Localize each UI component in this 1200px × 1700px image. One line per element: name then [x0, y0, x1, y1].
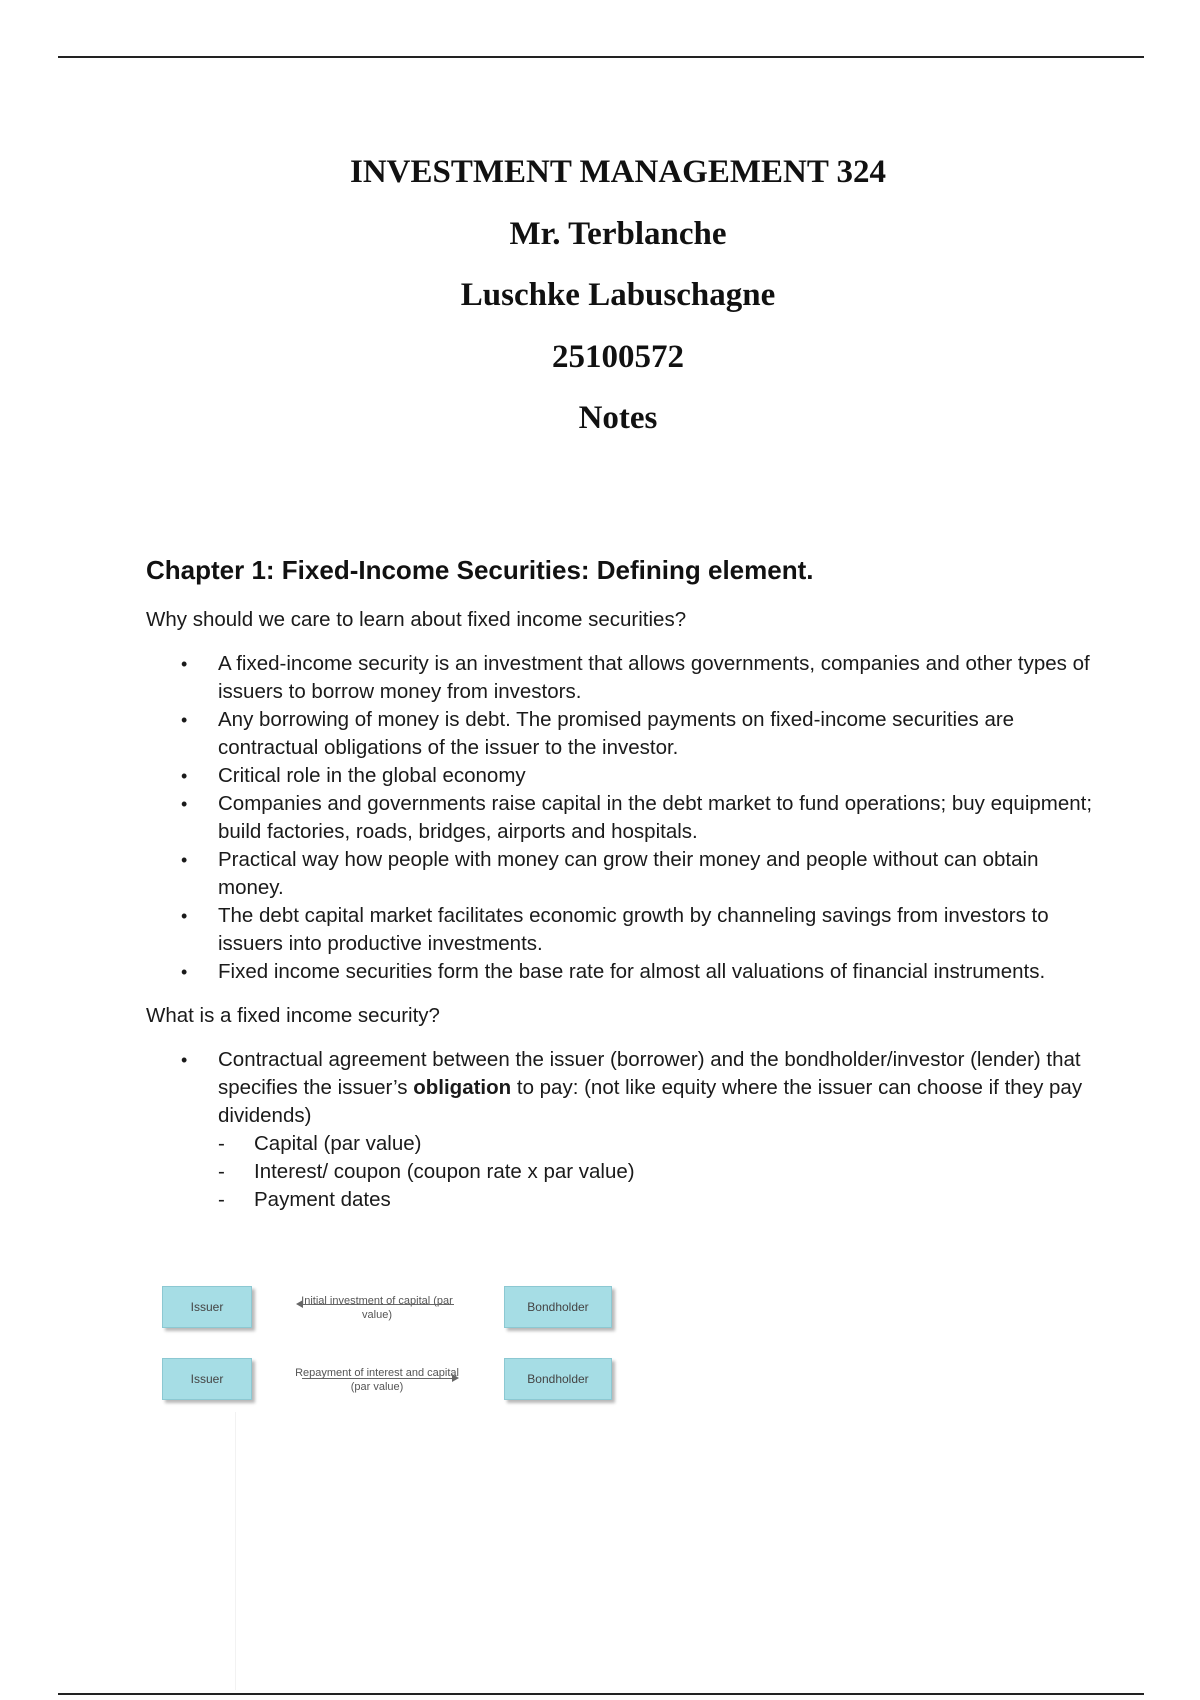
issuer-box: Issuer	[162, 1286, 252, 1328]
list-item: • Practical way how people with money can grow their money and people without can obtain money.	[181, 848, 1039, 899]
definition-text-end: to pay: (not like equity where the issuer can choose if they pay dividends)	[218, 1076, 1083, 1127]
payment-components-list	[218, 1130, 1096, 1214]
list-item: • Fixed income securities form the base rate for almost all valuations of financial instruments.	[146, 958, 1096, 986]
list-item: • Companies and governments raise capital in the debt market to fund operations; buy equipment; build factories, roads, bridges, airports and hospitals.	[181, 792, 1093, 843]
dash-icon: -	[218, 1188, 225, 1211]
cashflow-diagram	[162, 1282, 622, 1412]
bondholder-box: Bondholder	[504, 1358, 612, 1400]
bullet-icon: •	[181, 850, 188, 870]
chapter-heading: Chapter 1: Fixed-Income Securities: Defining element.	[146, 555, 814, 585]
list-item: • A fixed-income security is an investment that allows governments, companies and other types of issuers to borrow money from investors.	[181, 652, 1090, 703]
sub-list-item: - Interest/ coupon (coupon rate x par value)	[218, 1158, 1096, 1186]
list-item: • The debt capital market facilitates economic growth by channeling savings from investors to issuers into productive investments.	[181, 904, 1049, 955]
faint-guide-line	[235, 1412, 236, 1690]
arrow-left-icon	[296, 1300, 303, 1308]
arrow-left-line	[302, 1304, 454, 1305]
bullet-icon: •	[181, 794, 188, 814]
document-body	[146, 548, 1096, 1230]
student-number: 25100572	[552, 338, 684, 375]
title-block	[0, 142, 1200, 450]
top-rule	[58, 56, 1144, 58]
question-why-care: Why should we care to learn about fixed income securities?	[146, 608, 687, 631]
bullet-icon: •	[181, 710, 188, 730]
sub-list-item: - Payment dates	[218, 1186, 1096, 1214]
definition-text-start: Contractual agreement between the issuer (borrower) and the bondholder/investor (lender) that specifies the issuer’s	[218, 1048, 1081, 1099]
student-name: Luschke Labuschagne	[460, 277, 776, 313]
what-is-list	[146, 1046, 1096, 1214]
sub-list-item: - Capital (par value)	[218, 1130, 1096, 1158]
definition-bold-term: obligation	[413, 1076, 512, 1099]
diagram-label-initial-investment: Initial investment of capital (par value)	[301, 1295, 453, 1321]
bullet-icon: •	[181, 962, 188, 982]
diagram-label-repayment: Repayment of interest and capital (par value)	[295, 1367, 459, 1393]
bullet-icon: •	[181, 654, 188, 674]
lecturer-name: Mr. Terblanche	[509, 215, 727, 252]
question-what-is: What is a fixed income security?	[146, 1004, 440, 1027]
list-item: • Critical role in the global economy	[146, 762, 1096, 790]
arrow-right-line	[302, 1378, 452, 1379]
bondholder-box: Bondholder	[504, 1286, 612, 1328]
document-type: Notes	[578, 400, 658, 436]
bullet-icon: •	[181, 766, 188, 786]
bottom-rule	[58, 1693, 1144, 1695]
list-item: • Any borrowing of money is debt. The promised payments on fixed-income securities are contractual obligations of the issuer to the investor.	[181, 708, 1015, 759]
course-title: INVESTMENT MANAGEMENT 324	[349, 154, 886, 190]
list-item	[146, 1046, 1096, 1214]
dash-icon: -	[218, 1132, 225, 1155]
bullet-icon: •	[181, 1050, 188, 1070]
dash-icon: -	[218, 1160, 225, 1183]
why-care-list	[146, 650, 1096, 986]
bullet-icon: •	[181, 906, 188, 926]
arrow-right-icon	[452, 1374, 459, 1382]
issuer-box: Issuer	[162, 1358, 252, 1400]
